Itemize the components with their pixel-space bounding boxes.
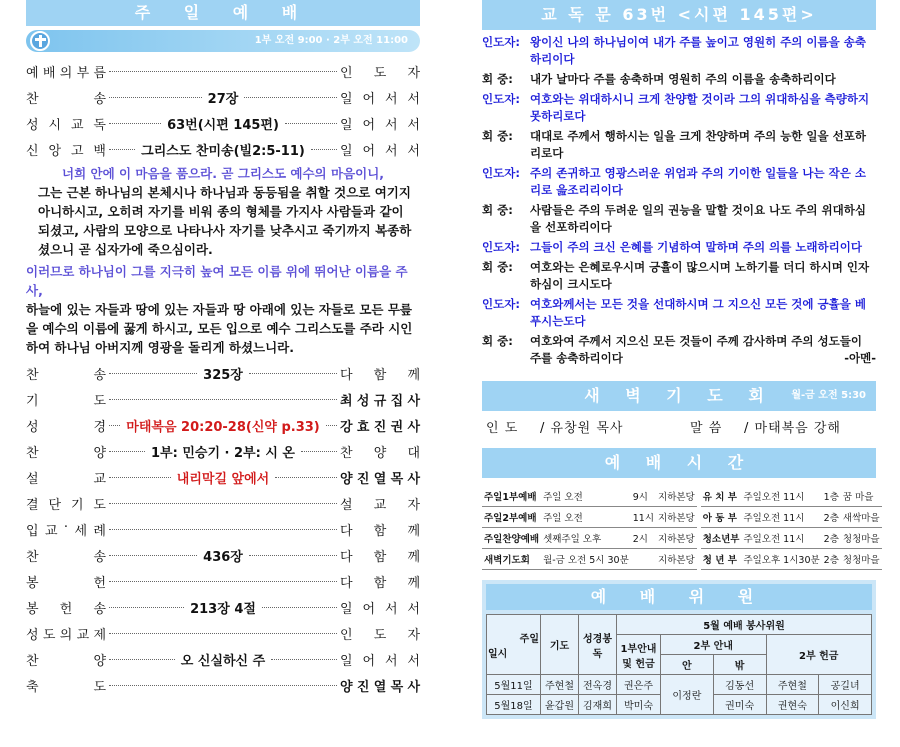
duty-cell: 공길녀 xyxy=(819,675,872,695)
schedule-cell: 주일2부예배 xyxy=(482,507,541,528)
order-item-person: 양 진 열 목 사 xyxy=(340,471,420,487)
duty-cell: 이신희 xyxy=(819,695,872,715)
duty-date-head: 주일 일시 xyxy=(487,615,541,675)
schedule-title-bar xyxy=(482,448,876,478)
schedule-cell: 지하본당 xyxy=(656,528,697,549)
schedule-cell: 청 년 부 xyxy=(701,549,742,570)
order-item xyxy=(26,516,420,542)
leader-dots xyxy=(275,477,337,478)
leader-line xyxy=(482,165,876,199)
schedule-cell: 주일오전 11시 xyxy=(741,528,821,549)
scripture-passage-1 xyxy=(26,164,420,259)
duty-cell: 권현숙 xyxy=(766,695,819,715)
leader-dots xyxy=(109,149,135,150)
order-item-label: 성 경 xyxy=(26,419,106,435)
duty-guide2-head: 2부 안내 xyxy=(661,635,767,655)
response-text: 여호와여 주께서 지으신 모든 것들이 주께 감사하며 주의 성도들이 주를 송축하리이다 xyxy=(530,334,862,365)
verse1-highlight: 너희 안에 이 마음을 품으라. 곧 그리스도 예수의 마음이니, xyxy=(62,166,385,181)
scripture-passage-2 xyxy=(26,262,420,357)
schedule-cell xyxy=(631,549,656,570)
dawn-lead-label: 인 도 xyxy=(486,421,519,436)
duty-title: 예 배 위 원 xyxy=(486,584,872,610)
duty-row xyxy=(487,675,872,695)
speaker: 회 중: xyxy=(482,129,513,143)
speaker: 인도자: xyxy=(482,297,520,311)
schedule-title: 예 배 시 간 xyxy=(604,453,754,472)
schedule-cell: 주일찬양예배 xyxy=(482,528,541,549)
order-item-content: 그리스도 찬미송(빌2:5-11) xyxy=(141,143,305,159)
duty-cell: 이정란 xyxy=(661,675,714,715)
leader-dots xyxy=(262,607,337,608)
dawn-prayer-time: 월-금 오전 5:30 xyxy=(791,390,866,401)
order-item-person: 인 도 자 xyxy=(340,65,420,81)
schedule-row xyxy=(482,486,882,507)
leader-line xyxy=(482,91,876,125)
order-item-person: 다 함 께 xyxy=(340,367,421,383)
order-item-person: 일 어 서 서 xyxy=(340,601,420,617)
duty-guide2-out: 밖 xyxy=(713,655,766,675)
leader-dots xyxy=(109,71,337,72)
worship-title: 주 일 예 배 xyxy=(26,0,420,26)
order-item-label: 성 도 의 교 제 xyxy=(26,627,106,643)
order-item-label: 축 도 xyxy=(26,679,106,695)
order-item-content: 27장 xyxy=(207,91,239,107)
order-item xyxy=(26,490,420,516)
order-item-content: 오 신실하신 주 xyxy=(180,653,266,669)
leader-dots xyxy=(326,425,337,426)
order-item-label: 예 배 의 부 름 xyxy=(26,65,106,81)
order-item-label: 입 교 · 세 례 xyxy=(26,519,106,539)
schedule-cell: 주일1부예배 xyxy=(482,486,541,507)
order-item xyxy=(26,386,420,412)
duty-cell: 권은주 xyxy=(617,675,661,695)
order-item-person: 일 어 서 서 xyxy=(340,117,420,133)
order-item-person: 다 함 께 xyxy=(340,575,420,591)
order-item-label: 신 앙 고 백 xyxy=(26,143,106,159)
order-item xyxy=(26,464,420,490)
order-item-person: 인 도 자 xyxy=(340,627,420,643)
order-item xyxy=(26,136,420,162)
dawn-lead: / 유창원 목사 xyxy=(540,421,624,436)
worship-times-bar xyxy=(26,30,420,52)
schedule-cell: 지하본당 xyxy=(656,486,697,507)
duty-month-head: 5월 예배 봉사위원 xyxy=(617,615,872,635)
response-text: 내가 날마다 주를 송축하며 영원히 주의 이름을 송축하리이다 xyxy=(530,72,836,86)
order-item-label: 찬 양 xyxy=(26,445,106,461)
order-item-label: 찬 송 xyxy=(26,91,106,107)
order-item xyxy=(26,646,420,672)
order-item xyxy=(26,438,420,464)
duty-cell: 박미숙 xyxy=(617,695,661,715)
response-text: 사람들은 주의 두려운 일의 권능을 말할 것이요 나도 주의 위대하심을 선포하리이다 xyxy=(530,203,866,234)
order-item-person: 강 효 진 권 사 xyxy=(340,419,421,435)
duty-cell: 김재희 xyxy=(579,695,617,715)
schedule-cell: 주일 오전 xyxy=(541,507,631,528)
schedule-cell: 청청마을 xyxy=(841,528,882,549)
leader-dots xyxy=(109,477,171,478)
worship-times: 1부 오전 9:00 · 2부 오전 11:00 xyxy=(254,35,408,46)
schedule-cell: 새싹마을 xyxy=(841,507,882,528)
leader-dots xyxy=(249,373,337,374)
response-text: 주의 존귀하고 영광스러운 위엄과 주의 기이한 일들을 나는 작은 소리로 읊조리리이다 xyxy=(530,166,866,197)
order-item-person: 설 교 자 xyxy=(340,497,420,513)
duty-bible-head: 성경봉독 xyxy=(579,615,617,675)
order-item xyxy=(26,58,420,84)
verse2-body: 하늘에 있는 자들과 땅에 있는 자들과 땅 아래에 있는 자들로 모든 무릎을 예수의 이름에 꿇게 하시고, 모든 입으로 예수 그리스도를 주라 시인하여 하나님 아버지께 영광을 돌리게 하셨느니라. xyxy=(26,302,413,355)
order-item-label: 기 도 xyxy=(26,393,106,409)
order-item-content: 마태복음 20:20-28(신약 p.33) xyxy=(126,419,320,435)
order-item-label: 봉 헌 송 xyxy=(26,601,106,617)
order-of-service-top xyxy=(26,58,420,162)
leader-dots xyxy=(271,659,337,660)
schedule-cell: 새벽기도회 xyxy=(482,549,541,570)
dawn-prayer-info xyxy=(482,411,876,442)
leader-dots xyxy=(109,555,197,556)
duty-offer2-head: 2부 헌금 xyxy=(766,635,872,675)
speaker: 회 중: xyxy=(482,72,513,86)
dawn-prayer-title-bar xyxy=(482,381,876,411)
order-item-label: 찬 양 xyxy=(26,653,106,669)
order-item-person: 찬 양 대 xyxy=(340,445,420,461)
order-item-content: 213장 4절 xyxy=(190,601,256,617)
dawn-word: / 마태복음 강해 xyxy=(744,421,841,436)
dawn-prayer-title: 새 벽 기 도 회 xyxy=(584,386,774,405)
duty-cell: 5월18일 xyxy=(487,695,541,715)
order-item-content: 내리막길 앞에서 xyxy=(176,471,270,487)
leader-dots xyxy=(244,97,337,98)
duty-cell: 김동선 xyxy=(713,675,766,695)
duty-cell: 주현철 xyxy=(766,675,819,695)
order-item xyxy=(26,620,420,646)
leader-dots xyxy=(109,123,161,124)
congregation-line xyxy=(482,128,876,162)
leader-dots xyxy=(109,581,337,582)
speaker: 인도자: xyxy=(482,35,520,49)
schedule-cell: 월-금 오전 5시 30분 xyxy=(541,549,631,570)
leader-dots xyxy=(109,451,145,452)
order-item xyxy=(26,594,420,620)
schedule-cell: 꿈 마을 xyxy=(841,486,882,507)
congregation-line xyxy=(482,71,876,88)
verse2-highlight: 이러므로 하나님이 그를 지극히 높여 모든 이름 위에 뛰어난 이름을 주사, xyxy=(26,264,408,298)
order-item-label: 설 교 xyxy=(26,471,106,487)
leader-dots xyxy=(109,399,337,400)
response-text: 그들이 주의 크신 은혜를 기념하여 말하며 주의 의를 노래하리이다 xyxy=(530,240,862,254)
order-item xyxy=(26,542,420,568)
schedule-cell: 11시 xyxy=(631,507,656,528)
duty-cell: 윤갑원 xyxy=(541,695,579,715)
schedule-cell: 주일오전 11시 xyxy=(741,507,821,528)
congregation-line xyxy=(482,202,876,236)
order-item-label: 결 단 기 도 xyxy=(26,497,106,513)
order-item-person: 일 어 서 서 xyxy=(340,143,420,159)
order-item xyxy=(26,568,420,594)
duty-guide1-head: 1부안내 및 헌금 xyxy=(617,635,661,675)
leader-dots xyxy=(311,149,337,150)
duty-table xyxy=(486,614,872,715)
order-item-person: 일 어 서 서 xyxy=(340,653,420,669)
responsive-reading-title xyxy=(482,0,876,30)
schedule-cell: 2층 xyxy=(822,528,841,549)
order-item-label: 찬 송 xyxy=(26,549,106,565)
dawn-word-label: 말 씀 xyxy=(690,421,723,436)
schedule-cell: 주일 오전 xyxy=(541,486,631,507)
left-column xyxy=(26,0,420,698)
order-item-content: 63번(시편 145편) xyxy=(167,117,279,133)
schedule-cell: 지하본당 xyxy=(656,507,697,528)
schedule-cell: 주일오전 11시 xyxy=(741,486,821,507)
leader-dots xyxy=(249,555,337,556)
speaker: 회 중: xyxy=(482,203,513,217)
response-text: 여호와께서는 모든 것을 선대하시며 그 지으신 모든 것에 긍휼을 베푸시는도다 xyxy=(530,297,866,328)
order-item xyxy=(26,412,420,438)
order-item xyxy=(26,110,420,136)
schedule-cell: 9시 xyxy=(631,486,656,507)
schedule-cell: 2층 xyxy=(822,507,841,528)
duty-cell: 5월11일 xyxy=(487,675,541,695)
duty-pray-head: 기도 xyxy=(541,615,579,675)
order-item-person: 일 어 서 서 xyxy=(340,91,420,107)
order-item-label: 찬 송 xyxy=(26,367,106,383)
order-item xyxy=(26,672,420,698)
duty-cell: 주현철 xyxy=(541,675,579,695)
schedule-row xyxy=(482,507,882,528)
leader-dots xyxy=(109,373,197,374)
schedule-cell: 청청마을 xyxy=(841,549,882,570)
responsive-reading xyxy=(482,34,876,367)
leader-line xyxy=(482,296,876,330)
schedule-cell: 유 치 부 xyxy=(701,486,742,507)
leader-dots xyxy=(109,659,175,660)
response-text: 여호와는 위대하시니 크게 찬양할 것이라 그의 위대하심을 측량하지 못하리로다 xyxy=(530,92,870,123)
responsive-reading-title-text: 교 독 문 63번 <시편 145편> xyxy=(541,5,817,24)
verse1-body: 그는 근본 하나님의 본체시나 하나님과 동등됨을 취할 것으로 여기지 아니하시고, 오히려 자기를 비워 종의 형체를 가지사 사람들과 같이 되셨고, 사람의 모양으로 나타나사 자기를 낮추시고 죽기까지 복종하셨으니 곧 십자가에 죽으심이라. xyxy=(38,185,412,257)
speaker: 인도자: xyxy=(482,240,520,254)
order-item xyxy=(26,360,420,386)
order-item-person: 양 진 열 목 사 xyxy=(340,679,420,695)
duty-cell: 전옥경 xyxy=(579,675,617,695)
leader-dots xyxy=(109,529,337,530)
speaker: 인도자: xyxy=(482,92,520,106)
order-item-person: 최 성 규 집 사 xyxy=(340,393,420,409)
duty-cell: 권미숙 xyxy=(713,695,766,715)
schedule-row xyxy=(482,528,882,549)
schedule-cell: 2층 xyxy=(822,549,841,570)
leader-dots xyxy=(285,123,337,124)
schedule-cell: 셋째주일 오후 xyxy=(541,528,631,549)
order-item xyxy=(26,84,420,110)
duty-box xyxy=(482,580,876,719)
duty-guide2-in: 안 xyxy=(661,655,714,675)
leader-dots xyxy=(109,607,184,608)
cross-icon xyxy=(30,31,50,51)
response-text: 여호와는 은혜로우시며 긍휼이 많으시며 노하기를 더디 하시며 인자하심이 크시도다 xyxy=(530,260,870,291)
congregation-line xyxy=(482,333,876,367)
schedule-cell: 주일오후 1시30분 xyxy=(741,549,821,570)
order-item-label: 성 시 교 독 xyxy=(26,117,106,133)
leader-dots xyxy=(109,685,337,686)
amen: -아멘- xyxy=(844,351,876,365)
response-text: 대대로 주께서 행하시는 일을 크게 찬양하며 주의 능한 일을 선포하리로다 xyxy=(530,129,866,160)
leader-line xyxy=(482,34,876,68)
congregation-line xyxy=(482,259,876,293)
order-item-label: 봉 헌 xyxy=(26,575,106,591)
leader-dots xyxy=(109,503,337,504)
leader-dots xyxy=(109,633,337,634)
leader-line xyxy=(482,239,876,256)
order-of-service-bottom xyxy=(26,360,420,698)
order-item-content: 436장 xyxy=(203,549,243,565)
leader-dots xyxy=(301,451,337,452)
order-item-content: 1부: 민승기 · 2부: 시 온 xyxy=(151,445,295,461)
schedule-cell: 청소년부 xyxy=(701,528,742,549)
leader-dots xyxy=(109,97,202,98)
speaker: 회 중: xyxy=(482,260,513,274)
right-column xyxy=(482,0,880,719)
schedule-cell: 아 동 부 xyxy=(701,507,742,528)
schedule-cell: 지하본당 xyxy=(656,549,697,570)
schedule-row xyxy=(482,549,882,570)
speaker: 인도자: xyxy=(482,166,520,180)
response-text: 왕이신 나의 하나님이여 내가 주를 높이고 영원히 주의 이름을 송축하리이다 xyxy=(530,35,866,66)
schedule-table xyxy=(482,486,882,570)
order-item-person: 다 함 께 xyxy=(340,549,421,565)
schedule-cell: 1층 xyxy=(822,486,841,507)
speaker: 회 중: xyxy=(482,334,513,348)
schedule-cell: 2시 xyxy=(631,528,656,549)
order-item-person: 다 함 께 xyxy=(340,523,420,539)
order-item-content: 325장 xyxy=(203,367,243,383)
leader-dots xyxy=(109,425,120,426)
